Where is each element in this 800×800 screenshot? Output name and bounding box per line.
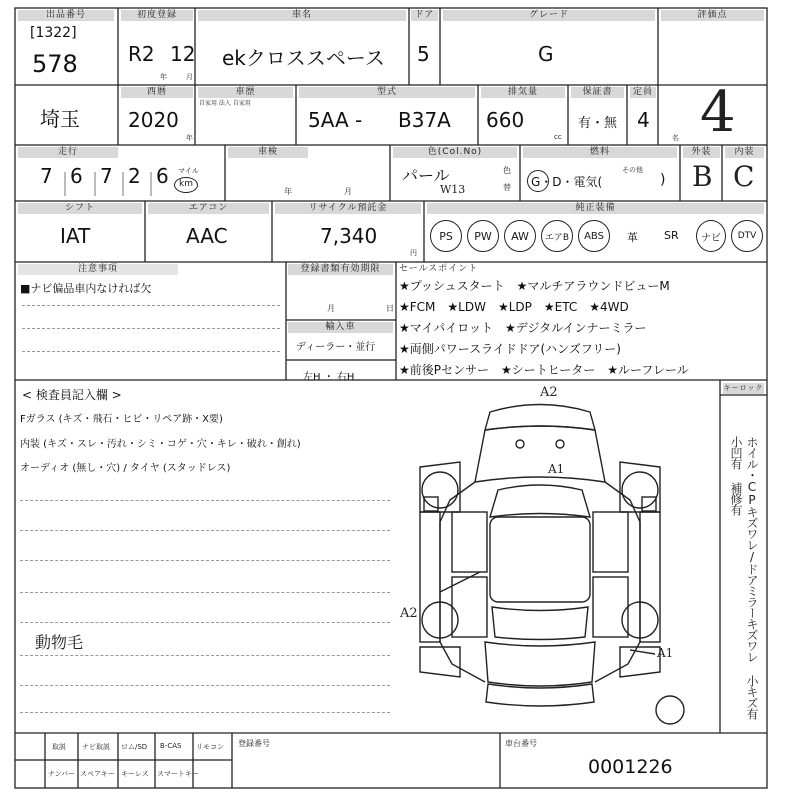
- mileage-digit: 7: [100, 164, 113, 188]
- first-reg-year-unit: 年: [160, 73, 167, 81]
- capacity-header: 定員: [630, 87, 656, 98]
- mileage-digit: 2: [128, 164, 141, 188]
- first-reg-era: R2: [128, 42, 155, 66]
- mileage-digit: 6: [156, 164, 169, 188]
- reg-number-label: 登録番号: [238, 739, 270, 748]
- inspector-line: Fガラス (キズ・飛石・ヒビ・リペア跡・X要): [20, 414, 223, 425]
- recycle-unit: 円: [410, 249, 417, 257]
- bottom-item: リモコン: [196, 743, 224, 751]
- recycle-value: 7,340: [320, 224, 378, 248]
- color-side1: 色: [503, 166, 511, 175]
- aircon: AAC: [186, 224, 228, 248]
- reg-day: 日: [386, 304, 394, 313]
- lot-code: [1322]: [30, 25, 77, 41]
- dealer-label: ディーラー・並行: [296, 342, 376, 353]
- equipment-header: 純正装備: [427, 203, 764, 214]
- shift-header: シフト: [18, 203, 142, 214]
- recycle-header: リサイクル預託金: [275, 203, 421, 214]
- inspector-dash: [20, 500, 390, 501]
- exterior-grade: B: [692, 160, 713, 193]
- year-unit: 年: [186, 134, 193, 142]
- model-code: B37A: [398, 108, 451, 132]
- mileage-header: 走行: [18, 147, 118, 158]
- lot-number: 578: [32, 50, 78, 78]
- import-header: 輸入車: [288, 322, 393, 333]
- damage-mark-left: A2: [400, 606, 418, 621]
- inspector-dash: [20, 712, 390, 713]
- grade-header: グレード: [443, 10, 655, 21]
- inspector-dash: [20, 622, 390, 623]
- mileage-digit: 6: [70, 164, 83, 188]
- equip-navi: ナビ: [696, 220, 726, 252]
- mileage-separators: [20, 170, 190, 198]
- damage-mark-rear: A1: [657, 646, 674, 660]
- equip-aw: AW: [504, 220, 536, 252]
- equip-pw: PW: [467, 220, 499, 252]
- chassis-label: 車台番号: [505, 739, 537, 748]
- fuel-header: 燃料: [523, 147, 677, 158]
- bottom-item: 取説: [52, 743, 66, 751]
- capacity-unit: 名: [672, 134, 679, 142]
- shift: IAT: [60, 224, 91, 248]
- shaken-month: 月: [344, 187, 352, 196]
- inspector-line: 内装 (キズ・スレ・汚れ・シミ・コゲ・穴・キレ・破れ・創れ): [20, 439, 301, 450]
- km-unit: km: [174, 177, 198, 193]
- inspector-dash: [20, 685, 390, 686]
- sales-point: ★両側パワースライドドア(ハンズフリー): [399, 342, 621, 356]
- notes-dash: [22, 305, 280, 306]
- bottom-item: B-CAS: [160, 742, 182, 750]
- inspector-dash: [20, 655, 390, 656]
- color-header: 色(Col.No): [393, 147, 517, 158]
- bottom-item: キーレス: [121, 770, 149, 778]
- lot-header: 出品番号: [18, 10, 114, 21]
- equip-leather: 革: [627, 231, 638, 244]
- notes-dash: [22, 328, 280, 329]
- inspector-header: < 検査員記入欄 >: [22, 388, 122, 402]
- history-header: 車歴: [198, 87, 293, 98]
- sales-point: ★FCM ★LDW ★LDP ★ETC ★4WD: [399, 300, 629, 314]
- interior-header: 内装: [725, 147, 764, 158]
- inspector-dash: [20, 530, 390, 531]
- shaken-header: 車検: [228, 147, 308, 158]
- year: 2020: [128, 108, 179, 132]
- bottom-item: スマートキー: [157, 770, 199, 778]
- bottom-item: スペアキー: [80, 770, 115, 778]
- fuel-text: G・D・電気(: [531, 175, 603, 189]
- first-reg-month-unit: 月: [186, 73, 193, 81]
- model-header: 型式: [299, 87, 475, 98]
- bottom-item: ナンバー: [48, 770, 76, 778]
- grade: G: [538, 42, 554, 66]
- warranty-header: 保証書: [571, 87, 624, 98]
- displacement-value: 660: [486, 108, 525, 132]
- doors: 5: [417, 42, 430, 66]
- model-prefix: 5AA -: [308, 108, 363, 132]
- mileage-digit: 7: [40, 164, 53, 188]
- sales-point: ★マイパイロット ★デジタルインナーミラー: [399, 321, 647, 335]
- equip-sr: SR: [664, 229, 679, 242]
- bottom-item: ロム/SD: [121, 743, 148, 751]
- notes-line: ■ナビ偏品車内なければ欠: [20, 282, 152, 295]
- equip-ps: PS: [430, 220, 462, 252]
- year-header: 西暦: [121, 87, 193, 98]
- inspector-line: オーディオ (無し・穴) / タイヤ (スタッドレス): [20, 463, 231, 474]
- eval-header: 評価点: [661, 10, 764, 21]
- bottom-item: ナビ取説: [82, 743, 110, 751]
- damage-mark-hood: A1: [548, 462, 565, 476]
- displacement-header: 排気量: [481, 87, 565, 98]
- car-name-header: 車名: [198, 10, 406, 21]
- aircon-header: エアコン: [148, 203, 269, 214]
- color-name: パール: [402, 166, 450, 185]
- doors-header: ドア: [411, 10, 438, 21]
- sales-point: ★プッシュスタート ★マルチアラウンドビューM: [399, 279, 670, 293]
- interior-grade: C: [733, 160, 755, 193]
- capacity-value: 4: [637, 108, 650, 132]
- mile-label: マイル: [178, 167, 199, 175]
- car-name: ekクロススペース: [222, 46, 385, 70]
- keylock-header: キーロック: [723, 384, 764, 392]
- reg-deadline-header: 登録書類有効期限: [288, 264, 393, 275]
- first-reg-header: 初度登録: [121, 10, 193, 21]
- color-side2: 替: [503, 183, 511, 192]
- notes-header: 注意事項: [18, 264, 178, 275]
- damage-mark-front: A2: [540, 385, 558, 400]
- reg-month: 月: [327, 304, 335, 313]
- equip-dtv: DTV: [731, 220, 763, 252]
- notes-dash: [22, 351, 280, 352]
- exterior-header: 外装: [683, 147, 720, 158]
- displacement-unit: cc: [554, 133, 562, 141]
- inspector-dash: [20, 560, 390, 561]
- car-diagram: [380, 392, 700, 728]
- fuel-close: ): [660, 172, 666, 188]
- equip-airbag: エアB: [541, 220, 573, 252]
- right-vertical-note: ホイル・CPキズワレ/ドアミラーキズワレ 小キズ有 小凹有 補修有: [729, 436, 759, 719]
- inspector-dash: [20, 592, 390, 593]
- warranty: 有・無: [578, 116, 618, 131]
- handwritten-note: 動物毛: [35, 633, 84, 652]
- steering-label: 左H ・ 右H: [303, 372, 355, 383]
- shaken-year: 年: [284, 187, 292, 196]
- sales-header: セールスポイント: [399, 264, 519, 275]
- chassis-number: 0001226: [588, 756, 673, 778]
- fuel-other: その他: [622, 166, 643, 174]
- region: 埼玉: [40, 107, 80, 131]
- equip-abs: ABS: [578, 220, 610, 252]
- first-reg-month: 12: [170, 42, 196, 66]
- score: 4: [700, 80, 736, 145]
- sales-point: ★前後Pセンサー ★シートヒーター ★ルーフレール: [399, 363, 689, 377]
- color-code: W13: [440, 183, 466, 196]
- history: 自家用 法人 自家用: [199, 100, 251, 107]
